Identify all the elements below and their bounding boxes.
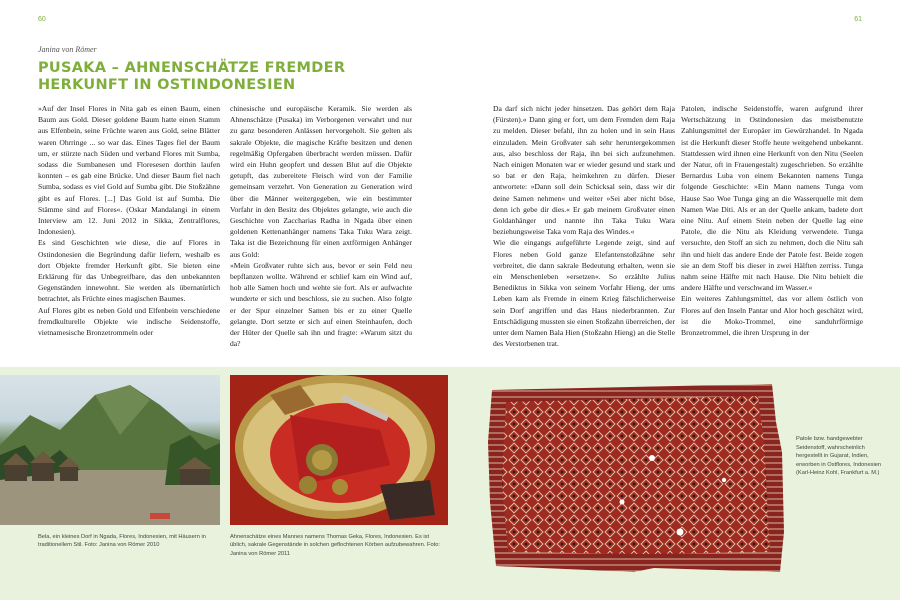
treasures-photo-art [230,375,448,525]
paragraph: Da darf sich nicht jeder hinsetzen. Das gehört dem Raja (Fürsten).« Dann ging er fort, um dem Fremden dem Raja zu melden. Dieser befahl, ihn zu holen und in sein Haus einzuladen. Mein Großvater sah sehr heruntergekommen aus, also beschloss der Raja, ihn bei sich aufzunehmen. Nach einigen Monaten war er wieder gesund und stark und so bat er den Raja, heimkehren zu dürfen. Dieser antwortete: »Dann soll dein Schicksal sein, dass wir dir deine Samen nehmen« und weiter »Sei aber nicht böse, denn ich gebe dir dies.« Er gab meinem Großvater einen Goldanhänger und nannte ihn Taka Tuku Wara beziehungsweise Taka vom Raja des Windes.« [493,104,675,237]
village-caption: Bela, ein kleines Dorf in Ngada, Flores, Indonesien, mit Häusern in traditionellem Stil. Foto: Janina von Römer 2010 [38,534,206,549]
patola-textile-photo [484,382,794,578]
village-photo-art [0,375,220,525]
paragraph: Es sind Geschichten wie diese, die auf Flores in Ostindonesien die Begründung dafür liefern, weshalb es dort Objekte fremder Herkunft gibt. Sie bieten eine Erklärung für das Unbegreifbare, das den unbekannten Gegenständen innewohnt. Sie werden als übernatürlich betrachtet, als Früchte eines magischen Baumes. [38,238,220,304]
text-column-4 [681,103,863,338]
text-column-3 [493,103,675,349]
paragraph: Auf Flores gibt es neben Gold und Elfenbein verschiedene fremdkulturelle Objekte wie indische Seidenstoffe, vietnamesische Bronzetrommeln oder [38,305,220,338]
textile-caption: Patole bzw. handgewebter Seidenstoff, wahrscheinlich hergestellt in Gujarat, Indien, erworben in Ostflores, Indonesien (Karl-Heinz Kohl, Frankfurt a. M.) [796,436,882,477]
text-column-1 [38,103,220,338]
paragraph: Wie die eingangs aufgeführte Legende zeigt, sind auf Flores neben Gold ganze Elefantenstoßzähne sehr verbreitet, die dann sakrale Bedeutung erhalten, wenn sie ein Menschenleben »ersetzen«. So erzählte Julius Benediktus in Sikka von seinem Vorfahr Hieng, der ums Leben kam als Fremde in einem Krieg fälschlicherweise sein Dorf angriffen und das Haus niederbrannten. Zur Entschädigung mussten sie einen Stoßzahn überreichen, der unter dem Namen Bala Hien (Stoßzahn Hieng) an die Stelle des Verstorbenen trat. [493,238,675,349]
treasures-caption: Ahnenschätze eines Mannes namens Thomas Geka, Flores, Indonesien. Es ist üblich, sakrale Gegenstände in solchen geflochtenen Körben aufzubewahren. Foto: Janina von Römer 2011 [230,534,440,557]
page-number-right: 61 [854,16,862,23]
patola-textile-art [484,382,794,578]
paragraph: Patolen, indische Seidenstoffe, waren aufgrund ihrer Wertschätzung in Ostindonesien das meistbenutzte Zahlungsmittel der Europäer im Gewürzhandel. In Ngada ist die Herkunft dieser Stoffe heute weitgehend unbekannt. Stattdessen wird ihnen eine Herkunft von den Nitu (Seelen der Natur, oft in Frauengestalt) zugeschrieben. So erzählte Bernardus Luba von einem Bekannten namens Tunga folgende Geschichte: »Ein Mann namens Tunga vom Hause Sao Woe Tunga ging an die Wasserquelle mit dem Namen Wae Diti. Als er an der Quelle ankam, badete dort eine Nitu. Auf einem Stein neben der Quelle lag eine Patole, die die Nitu als Kleidung verwendete. Tunga versuchte, den Stoff an sich zu nehmen, doch die Nitu sah ihn und hielt das andere Ende der Patole fest. Beide zogen sie an dem Stoff bis dieser in zwei Hälften zerriss. Tunga nahm seine Hälfte mit nach Hause. Die Nitu behielt die andere Hälfte und verschwand im Wasser.« [681,104,863,293]
treasures-photo [230,375,448,525]
paragraph: »Auf der Insel Flores in Nita gab es einen Baum, einen Baum aus Gold. Dieser goldene Baum hatte einen Stamm aus Elfenbein, seine Früchte waren aus Gold, seine Blätter waren Ohrringe ... so war das. Eines Tages fiel der Baum um, er stürzte nach Süden und verband Flores mit Sumba, sodass die Sumbanesen und Floresesen dorthin laufen konnten – es gab eine Brücke. Und dieser Baum fiel nach Sumba, sodass es viel Gold auf Sumba gibt. Die Stoßzähne gibt es auf Flores. [...] Das Gold ist auf Sumba. Die Stämme sind auf Flores«. (Oskar Mandalangi in einem Interview am 12. Juni 2012 in Sikka, Zentralflores, Indonesien). [38,104,220,237]
paragraph: »Mein Großvater ruhte sich aus, bevor er sein Feld neu bepflanzen wollte. Während er schlief kam ein Wind auf, hob alle Samen hoch und wehte sie fort. Als er aufwachte wunderte er sich und beschloss, sie zu suchen. Also folgte er der Spur einzelner Samen bis er zu einer Quelle gelangte. Dort setzte er sich auf einen Steinhaufen, doch der Hüter der Quelle sah ihn und fragte: »Warum sitzt du da? [230,260,412,349]
author-name: Janina von Römer [38,45,97,54]
text-column-2 [230,103,412,349]
page-number-left: 60 [38,16,46,23]
paragraph: Ein weiteres Zahlungsmittel, das vor allem östlich von Flores auf den Inseln Pantar und Alor hoch geschätzt wird, ist die Moko-Trommel, eine sanduhrförmige Bronzetrommel, die ihren Ursprung in der [681,294,863,338]
village-photo [0,375,220,525]
article-heading: PUSAKA – AHNENSCHÄTZE FREMDER HERKUNFT IN OSTINDONESIEN [38,60,346,93]
paragraph: chinesische und europäische Keramik. Sie werden als Ahnenschätze (Pusaka) im Verborgenen verwahrt und nur zu ganz besonderen Anlässen hervorgeholt. Sie gelten als sakrale Objekte, die magische Kräfte besitzen und denen regelmäßig Opfergaben überbracht werden müssen. Dafür wird ein Huhn geopfert und dessen Blut auf die Objekte getupft, das zubereitete Fleisch wird von der Familie gemeinsam verzehrt. Von Generation zu Generation wird über die Männer weitergegeben, wie ein bestimmter Vorfahr in den Besitz des Objektes gelangte, wie auch die Geschichte von Zaccharias Radha in Ngada über einen goldenen Kettenanhänger namens Taka Tuku Wara zeigt. Taka ist die Bezeichnung für einen axtförmigen Anhänger aus Gold: [230,104,412,259]
